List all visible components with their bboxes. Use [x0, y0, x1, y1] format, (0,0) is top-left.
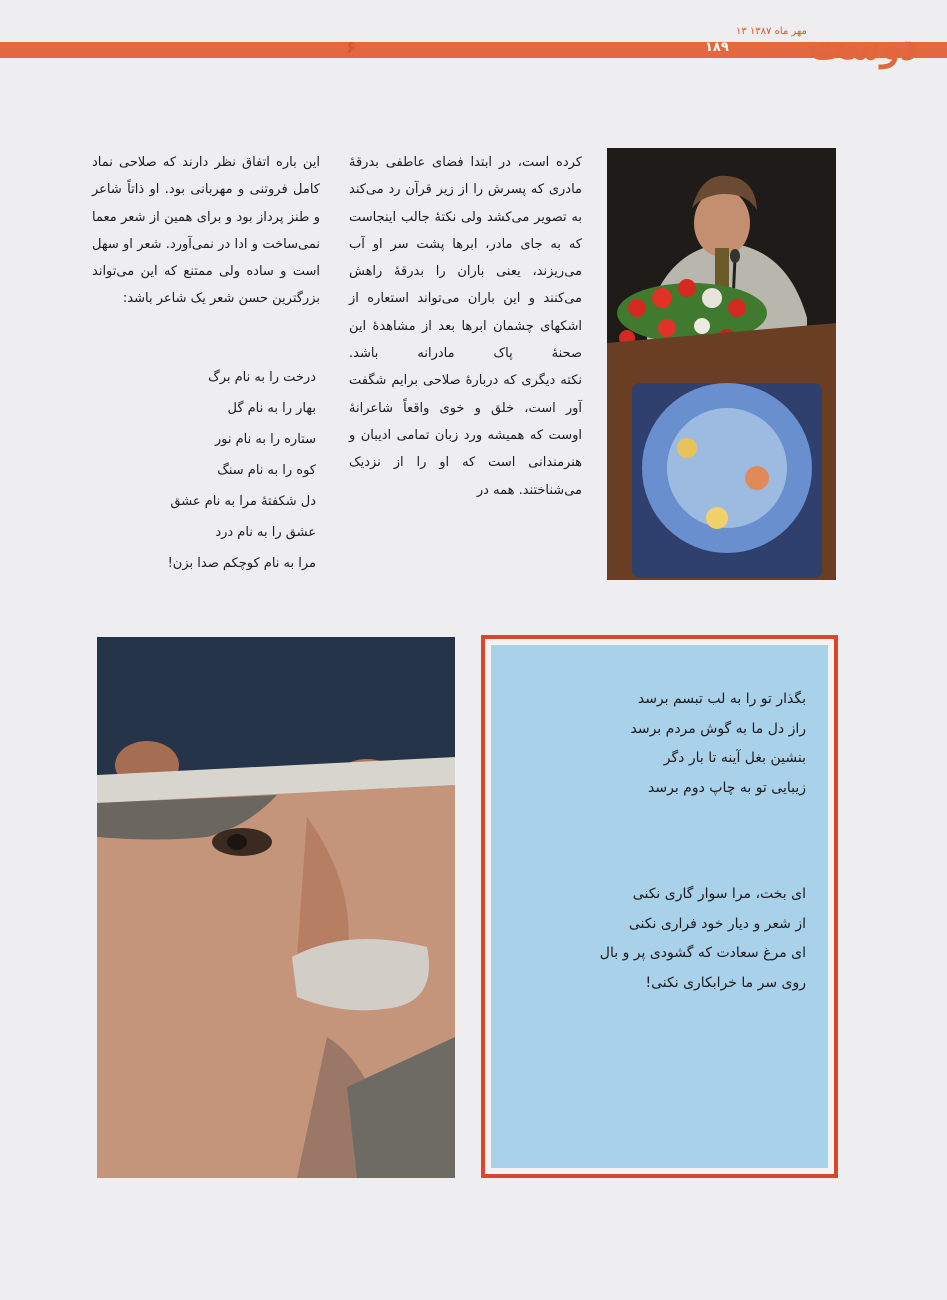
poem-stanza-1 [631, 685, 807, 804]
poem-line: زیبایی تو به چاپ دوم برسد [648, 780, 806, 797]
poem-line: دل شکفتهٔ مرا به نام عشق [170, 494, 316, 509]
poem-line: کوه را به نام سنگ [217, 463, 316, 478]
issue-number: ۱۸۹ [705, 40, 729, 55]
photo-poet-closeup [97, 637, 455, 1178]
poem-line: بنشین بغل آینه تا بار دگر [663, 750, 806, 767]
poem-line: بهار را به نام گل [227, 401, 316, 416]
poem-line: راز دل ما به گوش مردم برسد [630, 720, 806, 737]
poem-line: بگذار تو را به لب تبسم برسد [637, 691, 806, 707]
article-column-left [92, 149, 320, 313]
poem-stanza-2 [600, 880, 806, 999]
paragraph: این باره اتفاق نظر دارند که صلاحی نماد کامل فروتنی و مهربانی بود. او ذاتاً شاعر و طنز پرداز بود و برای همین از شعر معما نمی‌ساخت و ادا در نمی‌آورد. شعر او سهل است و ساده ولی ممتنع که این می‌تواند بزرگترین حسن شعر یک شاعر باشد: [92, 155, 320, 307]
poem-line: ای بخت، مرا سوار گاری نکنی [632, 886, 806, 902]
article-column-middle [349, 149, 582, 504]
poem-line: از شعر و دیار خود فراری نکنی [628, 915, 806, 932]
paragraph: نکته دیگری که دربارهٔ صلاحی برایم شگفت آور است، خلق و خوی واقعاً شاعرانهٔ اوست که همیشه ورد زبان تمامی ادیبان و هنرمندانی است که او را از نزدیک می‌شناختند. همه در [349, 373, 582, 498]
photo-poet-at-podium [607, 148, 836, 580]
poem-line: درخت را به نام برگ [208, 370, 316, 385]
poem-line: عشق را به نام درد [215, 525, 316, 540]
poem-line: روی سر ما خرابکاری نکنی! [645, 975, 806, 992]
header-bar [0, 42, 947, 58]
magazine-logo: دوست [808, 22, 918, 69]
poem-line: ای مرغ سعادت که گشودی پر و بال [599, 945, 806, 962]
poem-box [481, 635, 838, 1178]
page-number: ۶ [346, 38, 357, 58]
poem-line: ستاره را به نام نور [214, 432, 316, 447]
poem-quote [168, 362, 316, 579]
issue-date: ۱۳ مهر ماه ۱۳۸۷ [736, 26, 807, 37]
poem-line: مرا به نام کوچکم صدا بزن! [167, 556, 316, 571]
paragraph: کرده است، در ابتدا فضای عاطفی بدرقهٔ مادری که پسرش را از زیر قرآن رد می‌کند به تصویر می‌کشد ولی نکتهٔ جالب اینجاست که به جای مادر، ابرها پشت سر او آب می‌ریزند، یعنی باران را بدرقهٔ راهش می‌کنند و این باران می‌تواند استعاره از اشکهای چشمان ابرها بعد از مشاهدهٔ این صحنهٔ پاک مادرانه باشد. [349, 155, 582, 362]
